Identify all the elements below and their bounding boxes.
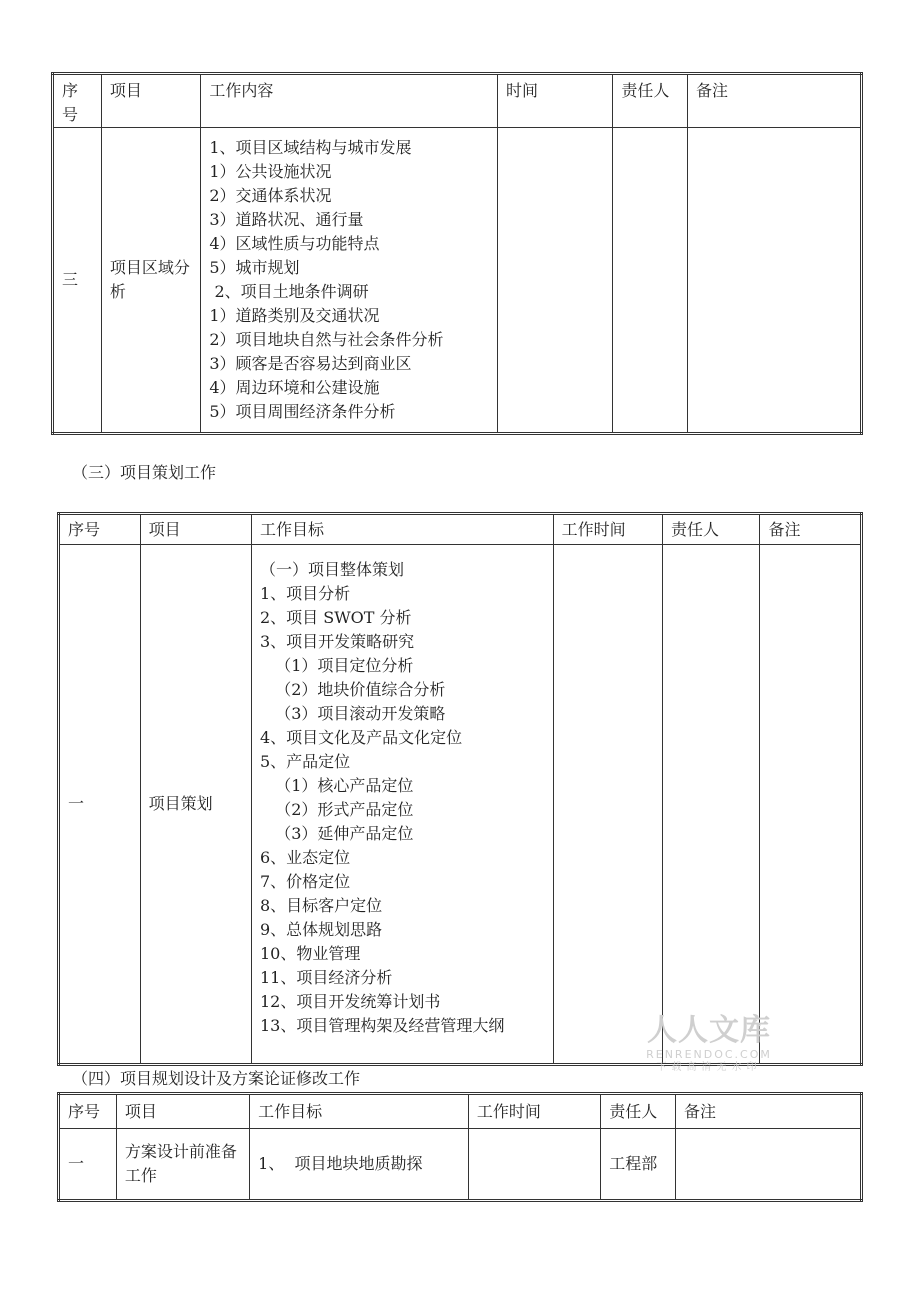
table-row	[59, 1129, 862, 1201]
content-line: 5）城市规划	[209, 258, 300, 277]
cell-no: 三	[53, 128, 102, 434]
cell-content	[251, 545, 553, 1065]
content-line: （1）核心产品定位	[259, 776, 414, 795]
header-item: 项目	[101, 74, 200, 128]
cell-note	[675, 1129, 861, 1201]
content-line: （3）项目滚动开发策略	[259, 704, 446, 723]
content-line: 2）交通体系状况	[209, 186, 332, 205]
content-line: 13、项目管理构架及经营管理大纲	[259, 1016, 505, 1035]
header-no: 序号	[53, 74, 102, 128]
content-line: 5、产品定位	[259, 752, 351, 771]
watermark-domain: RENRENDOC.COM	[646, 1048, 772, 1061]
content-line: 1）公共设施状况	[209, 162, 332, 181]
cell-owner	[663, 545, 760, 1065]
header-item: 项目	[140, 514, 251, 545]
cell-time	[468, 1129, 600, 1201]
content-line: 1）道路类别及交通状况	[209, 306, 380, 325]
content-line: 1、项目区域结构与城市发展	[209, 138, 412, 157]
header-item: 项目	[116, 1094, 249, 1129]
watermark-tagline: 下载高清无水印	[656, 1062, 762, 1073]
table-project-planning	[57, 512, 863, 1066]
content-line: 3、项目开发策略研究	[259, 632, 415, 651]
content-line: 12、项目开发统筹计划书	[259, 992, 441, 1011]
header-owner: 责任人	[613, 74, 688, 128]
cell-item: 方案设计前准备工作	[116, 1129, 249, 1201]
cell-note	[760, 545, 862, 1065]
header-no: 序号	[59, 514, 141, 545]
header-note: 备注	[675, 1094, 861, 1129]
header-note: 备注	[688, 74, 862, 128]
content-line: 2）项目地块自然与社会条件分析	[209, 330, 444, 349]
cell-owner: 工程部	[601, 1129, 676, 1201]
content-line: 5）项目周围经济条件分析	[209, 402, 396, 421]
cell-content	[201, 128, 498, 434]
content-line: 6、业态定位	[259, 848, 351, 867]
content-line: 4）区域性质与功能特点	[209, 234, 380, 253]
content-line: （1）项目定位分析	[259, 656, 414, 675]
cell-item: 项目策划	[140, 545, 251, 1065]
table-project-area-analysis	[51, 72, 863, 435]
header-owner: 责任人	[663, 514, 760, 545]
table-row	[59, 545, 862, 1065]
content-line: 7、价格定位	[259, 872, 351, 891]
header-time: 时间	[498, 74, 613, 128]
content-line: 2、项目 SWOT 分析	[259, 608, 412, 627]
table-header-row	[59, 1094, 862, 1129]
header-owner: 责任人	[601, 1094, 676, 1129]
cell-no: 一	[59, 1129, 117, 1201]
content-line: 3）顾客是否容易达到商业区	[209, 354, 412, 373]
header-content: 工作内容	[201, 74, 498, 128]
content-line: 9、总体规划思路	[259, 920, 383, 939]
cell-no: 一	[59, 545, 141, 1065]
header-work-time: 工作时间	[468, 1094, 600, 1129]
cell-time	[553, 545, 662, 1065]
content-line: 11、项目经济分析	[259, 968, 393, 987]
content-line: 4）周边环境和公建设施	[209, 378, 380, 397]
header-note: 备注	[760, 514, 862, 545]
table-design-revision	[57, 1092, 863, 1202]
cell-owner	[613, 128, 688, 434]
table-header-row	[59, 514, 862, 545]
table-row	[53, 128, 862, 434]
section-heading-planning: （三）项目策划工作	[72, 463, 217, 482]
cell-time	[498, 128, 613, 434]
section-heading-design: （四）项目规划设计及方案论证修改工作	[72, 1069, 361, 1088]
header-goal: 工作目标	[250, 1094, 469, 1129]
header-no: 序号	[59, 1094, 117, 1129]
header-work-time: 工作时间	[553, 514, 662, 545]
content-line: 2、项目土地条件调研	[209, 282, 369, 301]
watermark-logo	[646, 1014, 772, 1074]
content-line: 8、目标客户定位	[259, 896, 383, 915]
cell-item: 项目区域分析	[101, 128, 200, 434]
cell-note	[688, 128, 862, 434]
header-goal: 工作目标	[251, 514, 553, 545]
content-line: 1、项目分析	[259, 584, 351, 603]
table-header-row	[53, 74, 862, 128]
cell-content: 1、 项目地块地质勘探	[250, 1129, 469, 1201]
content-line: 3）道路状况、通行量	[209, 210, 364, 229]
content-line: （2）地块价值综合分析	[259, 680, 446, 699]
content-line: （2）形式产品定位	[259, 800, 414, 819]
content-line: （3）延伸产品定位	[259, 824, 414, 843]
content-line: 4、项目文化及产品文化定位	[259, 728, 463, 747]
watermark-title: 人人文库	[647, 1013, 771, 1048]
content-line: 10、物业管理	[259, 944, 361, 963]
content-line: （一）项目整体策划	[259, 560, 404, 579]
